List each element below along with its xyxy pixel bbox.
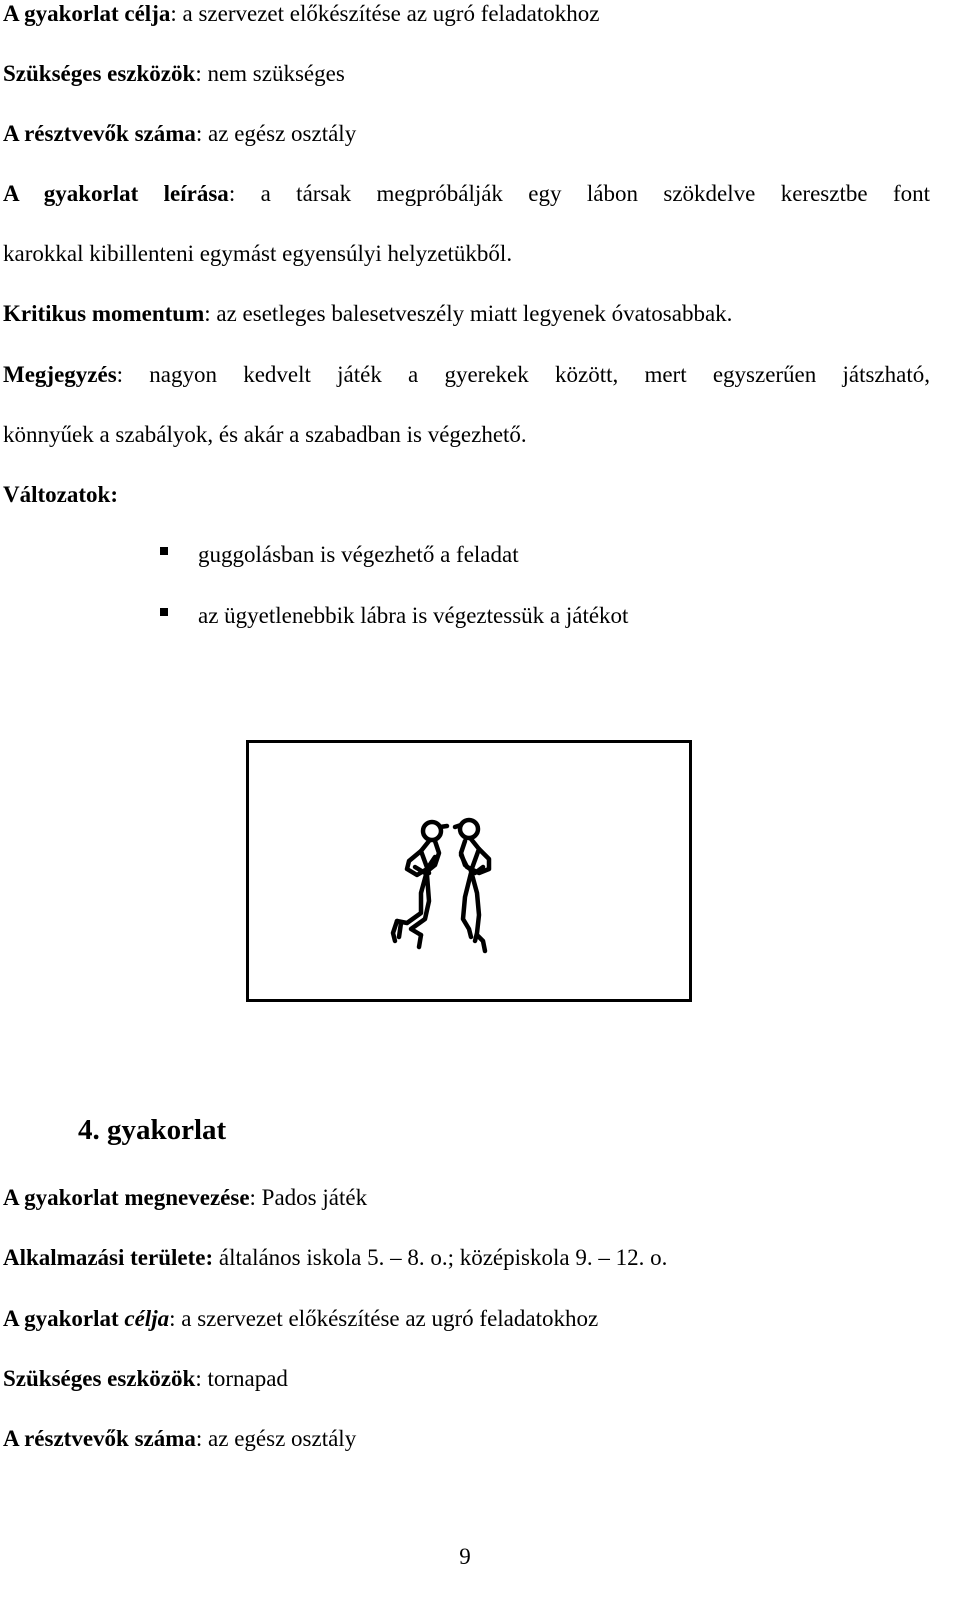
tools-text-4: : tornapad [195, 1366, 288, 1391]
participants-label: A résztvevők száma [3, 121, 196, 146]
participants-line [3, 121, 356, 147]
description-label: A gyakorlat leírása [3, 181, 229, 206]
tools-label-4: Szükséges eszközök [3, 1366, 196, 1391]
goal-label-4b: célja [124, 1306, 170, 1331]
name-line [3, 1185, 367, 1211]
area-line [3, 1245, 667, 1271]
name-text: : Pados játék [249, 1185, 368, 1210]
participants-line-4 [3, 1426, 356, 1452]
description-line-1 [3, 181, 930, 207]
critical-text: : az esetleges balesetveszély miatt legyenek óvatosabbak. [204, 301, 733, 326]
goal-text-4: : a szervezet előkészítése az ugró feladatokhoz [169, 1306, 599, 1331]
name-label: A gyakorlat megnevezése [3, 1185, 250, 1210]
goal-label: A gyakorlat célja [3, 1, 171, 26]
goal-line [3, 1, 599, 27]
area-label: Alkalmazási területe: [3, 1245, 214, 1270]
bullet-icon [160, 608, 168, 616]
variants-label: Változatok: [3, 482, 118, 507]
goal-label-4a: A gyakorlat [3, 1306, 125, 1331]
note-line-2 [3, 422, 527, 448]
left-figure [393, 822, 447, 947]
goal-text: : a szervezet előkészítése az ugró feladatokhoz [170, 1, 600, 26]
exercise-illustration [246, 740, 692, 1002]
tools-text: : nem szükséges [195, 61, 345, 86]
goal-line-4 [3, 1306, 598, 1332]
exercise-4-heading: 4. gyakorlat [78, 1114, 227, 1146]
tools-line [3, 61, 345, 87]
page-number: 9 [459, 1544, 471, 1569]
note-label: Megjegyzés [3, 362, 117, 387]
participants-label-4: A résztvevők száma [3, 1426, 196, 1451]
description-text-1: : a társak megpróbálják egy lábon szökdelve keresztbe font [228, 181, 930, 206]
critical-line [3, 301, 732, 327]
note-line-1 [3, 362, 930, 388]
critical-label: Kritikus momentum [3, 301, 205, 326]
variant-item-1: guggolásban is végezhető a feladat [198, 542, 519, 567]
participants-text: : az egész osztály [195, 121, 357, 146]
bullet-icon [160, 547, 168, 555]
stick-figures-drawing [249, 743, 689, 999]
description-text-2: karokkal kibillenteni egymást egyensúlyi helyzetükből. [3, 241, 513, 266]
variant-item-2: az ügyetlenebbik lábra is végeztessük a játékot [198, 603, 629, 628]
participants-text-4: : az egész osztály [195, 1426, 357, 1451]
tools-line-4 [3, 1366, 288, 1392]
note-text-1: : nagyon kedvelt játék a gyerekek között, mert egyszerűen játszható, [116, 362, 930, 387]
area-text: általános iskola 5. – 8. o.; középiskola 9. – 12. o. [213, 1245, 668, 1270]
description-line-2 [3, 241, 512, 267]
variants-heading [3, 482, 118, 508]
tools-label: Szükséges eszközök [3, 61, 196, 86]
note-text-2: könnyűek a szabályok, és akár a szabadban is végezhető. [3, 422, 527, 447]
right-figure [455, 820, 489, 951]
